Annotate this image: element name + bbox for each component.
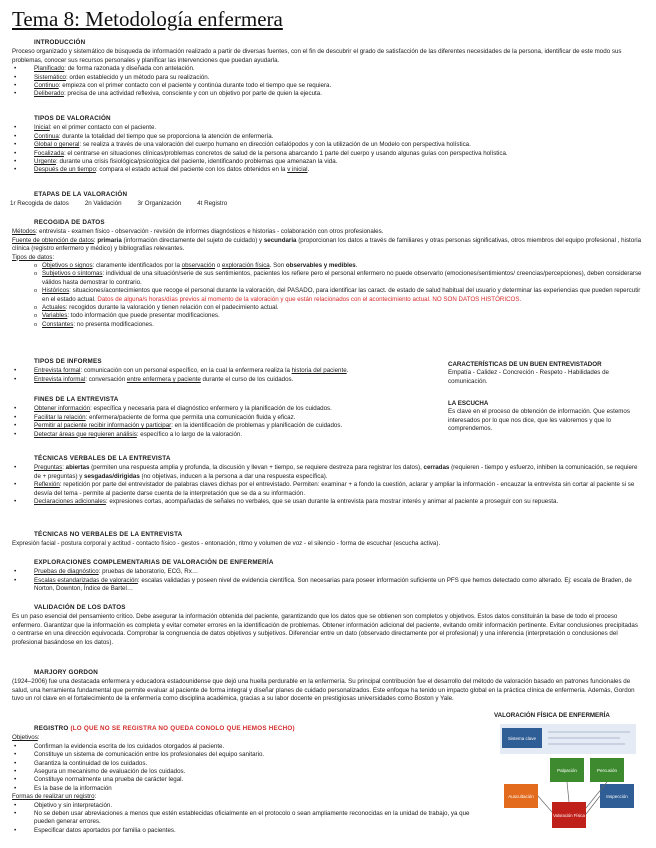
etapas-stages — [10, 200, 642, 208]
metodos-line: Métodos: entrevista - examen físico - observación - revisión de informes diagnósticos e historias - colaboración con otros profesionales. — [12, 228, 384, 236]
intro-heading: INTRODUCCIÓN — [34, 39, 86, 46]
list-item: • Detectar áreas que requieren análisis: específico a lo largo de la valoración. — [12, 431, 437, 439]
list-item: • Inicial: en el primer contacto con el paciente. — [12, 124, 642, 132]
objetivos-label: Objetivos: — [12, 734, 40, 742]
list-item: • No se deben usar abreviaciones a menos que estén establecidas oficialmente en el protocolo o sean ampliamente reconocidas en la unidad de trabajo, ya que pueden generar errores. — [12, 810, 482, 827]
escucha-section — [448, 400, 646, 434]
list-item: • Planificado: de forma razonada y diseñada con antelación. — [12, 65, 642, 73]
recogida-heading: RECOGIDA DE DATOS — [34, 219, 105, 226]
diagram-node-label: Auscultación — [508, 794, 534, 799]
tipos-valoracion-section — [12, 115, 642, 175]
list-item: • Constituye normalmente una prueba de carácter legal. — [12, 776, 482, 784]
caracteristicas-text: Empatía - Calidez - Concreción - Respeto - Habilidades de comunicación. — [448, 369, 609, 385]
list-item: • Entrevista formal: comunicación con un personal específico, en la cual la enfermera realiza la historia del paciente. — [12, 367, 437, 375]
tipos-datos-label: Tipos de datos: — [12, 253, 55, 261]
list-item: • Objetivo y sin interpretación. — [12, 802, 482, 810]
exploraciones-list — [12, 568, 642, 593]
diagram-heading: VALORACIÓN FÍSICA DE ENFERMERÍA — [494, 712, 610, 719]
etapas-heading: ETAPAS DE LA VALORACIÓN — [34, 191, 128, 198]
page-title: Tema 8: Metodología enfermera — [12, 7, 283, 31]
validacion-text: Es un paso esencial del pensamiento crítico. Debe asegurar la información obtenida del paciente, garantizando que los datos que se obtienen son completos y objetivos. Estos datos constituirán la base de todo el proceso enfermero. Garantizar que la información es completa y evitar cometer errores en la identificación de problemas. Obtener información adicional del paciente, evitando omitir información pertinente. Evitar conclusiones precipitadas o centrarse en una dirección equivocada. Comprobar la congruencia de datos objetivos y subjetivos. Diferenciar entre un dato (observado directamente por el profesional) y una inferencia (interpretación o conclusiones del profesional basándose en los datos). — [12, 613, 638, 646]
gordon-heading: MARJORY GORDON — [34, 669, 99, 676]
list-item: • Después de un tiempo: compara el estado actual del paciente con los datos obtenidos en la v inicial. — [12, 166, 642, 174]
escucha-text: Es clave en el proceso de obtención de información. Que estemos interesados por lo que nos dice, que les valoremos y que lo comprendemos. — [448, 408, 630, 433]
fines-heading: FINES DE LA ENTREVISTA — [34, 396, 119, 403]
objetivos-list — [12, 743, 482, 793]
list-item: o Históricos: situaciones/acontecimientos que recoge el personal durante la valoración, del PASADO, para identificar las caract. de estado de salud habitual del usuario y determinar las experiencias que pueden repercutir en el estado actual. Datos de alguna/s horas/días previos al momento de la valoración y que están relacionados con el acontecimiento actual. NO SON DATOS HISTÓRICOS. — [12, 287, 642, 304]
list-item: • Confirman la evidencia escrita de los cuidados otorgados al paciente. — [12, 743, 482, 751]
list-item: • Obtener información: específica y necesaria para el diagnóstico enfermero y la planificación de los cuidados. — [12, 405, 437, 413]
valoracion-fisica-diagram — [490, 722, 642, 840]
list-item: • Urgente: durante una crisis fisiológica/psicológica del paciente, identificando problemas que amenazan la vida. — [12, 158, 642, 166]
stage-item: 1r Recogida de datos — [10, 200, 69, 208]
tipos-informes-heading: TIPOS DE INFORMES — [34, 358, 102, 365]
caracteristicas-section — [448, 361, 646, 386]
list-item: • Es la base de la información — [12, 785, 482, 793]
gordon-section — [12, 669, 642, 704]
list-item: • Sistemático: orden establecido y un método para su realización. — [12, 74, 642, 82]
tipos-datos-list — [12, 262, 642, 329]
list-item: • Declaraciones adicionales: expresiones cortas, acompañadas de señales no verbales, que se usan durante la entrevista para mostrar interés y animar al paciente a proseguir con su repuesta. — [12, 498, 642, 506]
exploraciones-heading: EXPLORACIONES COMPLEMENTARIAS DE VALORACIÓN DE ENFERMERÍA — [34, 559, 274, 566]
list-item: • Asegura un mecanismo de evaluación de los cuidados. — [12, 768, 482, 776]
tecnicas-no-verbales-heading: TÉCNICAS NO VERBALES DE LA ENTREVISTA — [34, 531, 183, 538]
stage-item: 2n Validación — [84, 200, 122, 208]
tecnicas-verbales-heading: TÉCNICAS VERBALES DE LA ENTREVISTA — [34, 455, 171, 462]
list-item: o Objetivos o signos: claramente identificados por la observación o exploración física. Son observables y medibles. — [12, 262, 642, 270]
validacion-heading: VALIDACIÓN DE LOS DATOS — [34, 604, 126, 611]
tipos-informes-section — [12, 358, 437, 384]
gordon-text: (1924–2006) fue una destacada enfermera y educadora estadounidense que dejó una huella perdurable en la enfermería. Su principal contribución fue el desarrollo del método de valoración basado en patrones funcionales de salud, una herramienta fundamental que permite evaluar al paciente de forma integral y diseñar planes de cuidado personalizados. Este enfoque ha tenido un impacto global en la práctica clínica de enfermería. Además, Gordon tuvo un rol clave en el fortalecimiento de la enfermería como disciplina académica, gracias a su labor docente en prestigiosas universidades como Boston y Yale. — [12, 678, 635, 703]
list-item: o Variables: todo información que puede presentar modificaciones. — [12, 312, 642, 320]
diagram-node-label: Percusión — [596, 768, 618, 773]
caracteristicas-heading: CARACTERÍSTICAS DE UN BUEN ENTREVISTADOR — [448, 361, 602, 368]
fines-section — [12, 396, 437, 439]
tipos-valoracion-heading: TIPOS DE VALORACIÓN — [34, 115, 111, 122]
list-item: • Focalizada: el centrarse en situaciones clínicas/problemas concretos de salud de la persona abarcando 1 parte del cuerpo y usando algunas guías con perspectiva holística. — [12, 150, 642, 158]
list-item: • Permitir al paciente recibir información y participar: en la identificación de problemas y planificación de cuidados. — [12, 422, 437, 430]
list-item: • Preguntas: abiertas (permiten una respuesta amplia y profunda, la discusión y llevan + tiempo, se requiere destreza para registrar los datos), cerradas (requieren - tiempo y esfuerzo, inhiben la comunicación, se requiere de + preguntas) y sesgadas/dirigidas (no objetivas, inducen a la persona a dar una respuesta específica). — [12, 464, 642, 481]
tipos-informes-list — [12, 367, 437, 384]
tecnicas-no-verbales-section — [12, 531, 642, 549]
list-item: o Actuales: recogidos durante la valoración y tienen relación con el padecimiento actual. — [12, 304, 642, 312]
diagram-node-label: Valoración Física — [553, 813, 585, 818]
tecnicas-verbales-section — [12, 455, 642, 506]
tecnicas-no-verbales-text: Expresión facial - postura corporal y actitud - contacto físico - gestos - entonación, ritmo y volumen de voz - el silencio - forma de escuchar (escucha activa). — [12, 540, 441, 548]
formas-label: Formas de realizar un registro: — [12, 793, 97, 801]
etapas-section — [12, 191, 642, 209]
intro-list — [12, 65, 642, 99]
fines-list — [12, 405, 437, 439]
list-item: • Pruebas de diagnóstico: pruebas de laboratorio, ECG, Rx… — [12, 568, 642, 576]
formas-list — [12, 802, 482, 836]
diagram-node-label: Palpación — [557, 768, 577, 773]
list-item: o Constantes: no presenta modificaciones. — [12, 321, 642, 329]
list-item: • Garantiza la continuidad de los cuidados. — [12, 760, 482, 768]
diagram-node-label: Sistema clave — [507, 736, 537, 741]
list-item: • Continua: durante la totalidad del tiempo que se proporciona la atención de enfermería. — [12, 133, 642, 141]
stage-item: 4t Registro — [197, 200, 228, 208]
diagram-node-label: Inspección — [606, 794, 628, 799]
list-item: • Reflexión: repetición por parte del entrevistador de palabras claves dichas por el entrevistado. Permiten: examinar + a fondo la cuestión, aclarar y ampliar la información - encauzar la entrevista sin cortar al paciente si se desvía del tema - permite al paciente darse cuenta de la interpretación que se da a su información. — [12, 481, 642, 498]
list-item: o Subjetivos o síntomas: individual de una situación/serie de sus sentimientos, pacientes los refiere pero el personal enfermero no puede observarlo (emociones/sentimientos/ creencias/percepciones), deben considerarse válidos hasta demostrar lo contrario. — [12, 270, 642, 287]
recogida-section — [12, 219, 642, 329]
list-item: • Facilitar la relación: enfermera/paciente de forma que permita una comunicación fluida y eficaz. — [12, 414, 437, 422]
registro-section — [12, 725, 482, 835]
intro-section — [12, 39, 642, 99]
validacion-section — [12, 604, 642, 647]
fuente-line: Fuente de obtención de datos: primaria (información directamente del sujeto de cuidado) y secundaria (proporcionan los datos a través de familiares y otras personas significativas, otros miembros del equipo profesional , historia clínica (registro enfermero y médico) y bibliografías relevantes. — [12, 236, 642, 253]
tipos-valoracion-list — [12, 124, 642, 174]
list-item: • Deliberado: precisa de una actividad reflexiva, consciente y con un objetivo por parte de quien la ejecuta. — [12, 90, 642, 98]
list-item: • Entrevista informal: conversación entre enfermera y paciente durante el curso de los cuidados. — [12, 376, 437, 384]
stage-item: 3r Organización — [137, 200, 182, 208]
exploraciones-section — [12, 559, 642, 594]
intro-text: Proceso organizado y sistemático de búsqueda de información realizado a partir de diversas fuentes, con el fin de descubrir el grado de satisfacción de las diferentes necesidades de la persona, identificar de este modo sus problemas, conocer sus recursos personales y planificar las intervenciones que puedan ayudarla. — [12, 48, 622, 64]
registro-heading: REGISTRO (LO QUE NO SE REGISTRA NO QUEDA CONOLO QUE HEMOS HECHO) — [34, 725, 295, 732]
list-item: • Especificar datos aportados por familia o pacientes. — [12, 827, 482, 835]
list-item: • Constituye un sistema de comunicación entre los profesionales del equipo sanitario. — [12, 751, 482, 759]
escucha-heading: LA ESCUCHA — [448, 400, 489, 407]
list-item: • Escalas estandarizadas de valoración: escalas validadas y poseen nivel de evidencia científica. Son necesarias para poseer información suficiente un PFS que hemos detectado como alterado. Ej: escala de Braden, de Norton, Downton, Índice de Bartel… — [12, 577, 642, 594]
list-item: • Global o general: se realiza a través de una valoración del cuerpo humano en dirección cefalópodos y con la utilización de un Modelo con perspectiva holística. — [12, 141, 642, 149]
tecnicas-verbales-list — [12, 464, 642, 506]
list-item: • Continuo: empieza con el primer contacto con el paciente y continúa durante todo el tiempo que se requiera. — [12, 82, 642, 90]
